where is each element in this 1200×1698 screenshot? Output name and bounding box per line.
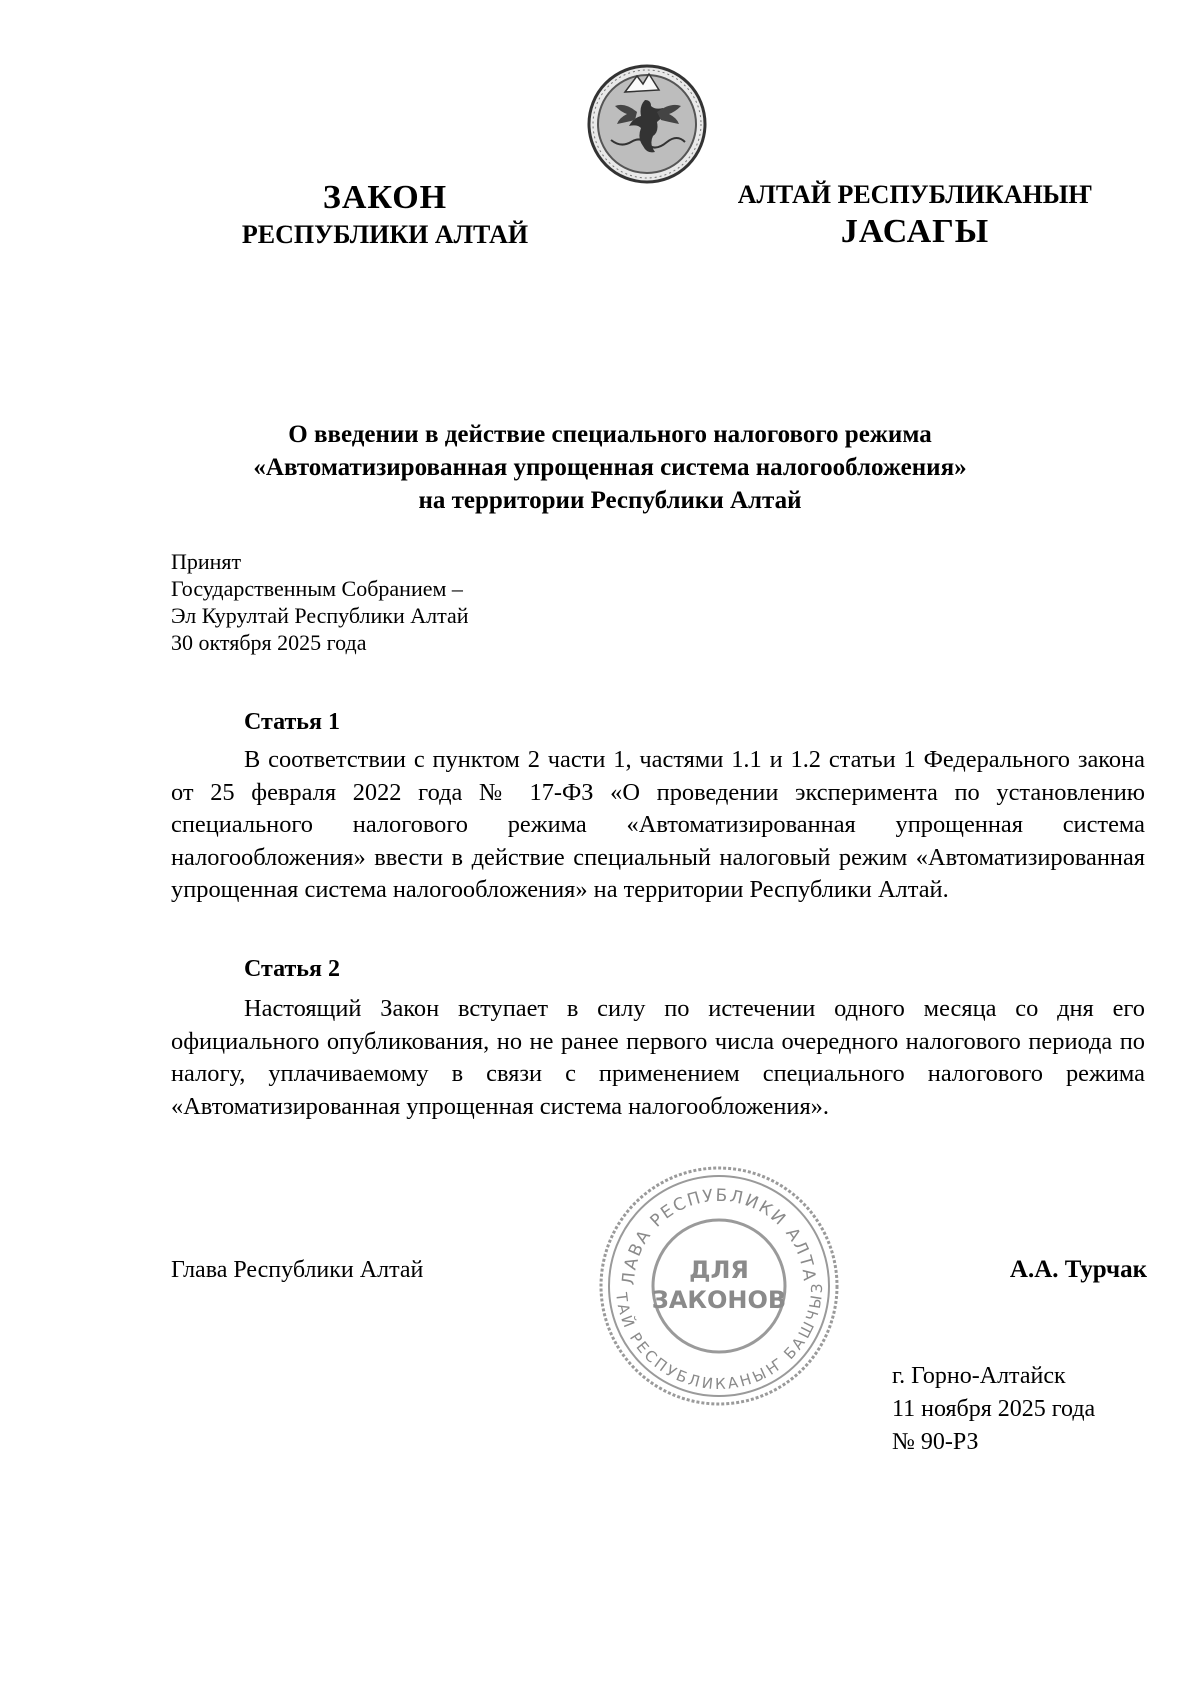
header-right-title-line1: АЛТАЙ РЕСПУБЛИКАНЫҤ [737,180,1093,209]
issuance-city: г. Горно-Алтайск [892,1363,1066,1389]
header-left [200,178,570,252]
article-1-text: В соответствии с пунктом 2 части 1, частями 1.1 и 1.2 статьи 1 Федерального закона от 25 февраля 2022 года № 17-ФЗ «О проведении эксперимента по установлению специального налогового режима «Автоматизированная упрощенная система налогообложения» ввести в действие специальный налоговый режим «Автоматизированная упрощенная система налогообложения» на территории Республики Алтай. [171,746,1145,904]
stamp-outer-text-bottom: ТАЙ РЕСПУБЛИКАНЫҤ БАШЧЫЗ [612,1282,827,1394]
signer-name: А.А. Турчак [1009,1256,1147,1283]
signer-title: Глава Республики Алтай [171,1257,424,1283]
issuance-date: 11 ноября 2025 года [892,1396,1096,1422]
header-right-title-line2: ЈАСАГЫ [840,213,990,250]
header-left-title: ЗАКОН [322,179,448,216]
law-title-line2: «Автоматизированная упрощенная система налогообложения» [253,454,967,481]
law-title-line3: на территории Республики Алтай [418,487,802,514]
adoption-line2: Государственным Собранием – [171,576,463,601]
header-left-subtitle: РЕСПУБЛИКИ АЛТАЙ [241,220,529,249]
law-title [170,418,1050,517]
stamp-center-line1: ДЛЯ [689,1256,749,1284]
header-right [715,178,1115,252]
article-2-text: Настоящий Закон вступает в силу по истечении одного месяца со дня его официального опубликования, но не ранее первого числа очередного налогового периода по налогу, уплачиваемому в связи с применением специального налогового режима «Автоматизированная упрощенная система налогообложения». [171,995,1145,1120]
stamp-center-line2: ЗАКОНОВ [651,1286,787,1314]
article-1-heading: Статья 1 [244,709,340,735]
adoption-date: 30 октября 2025 года [171,630,367,655]
issuance-block [892,1360,1095,1459]
adoption-block [171,548,469,656]
law-number: № 90-РЗ [892,1429,979,1455]
stamp-outer-text-top: ЛАВА РЕСПУБЛИКИ АЛТА [618,1185,820,1286]
article-2-heading: Статья 2 [244,956,340,982]
adoption-line3: Эл Курултай Республики Алтай [171,603,469,628]
law-title-line1: О введении в действие специального налогового режима [288,421,932,448]
adoption-line1: Принят [171,549,242,574]
official-seal-stamp-icon [596,1163,842,1409]
coat-of-arms-icon [585,62,709,186]
